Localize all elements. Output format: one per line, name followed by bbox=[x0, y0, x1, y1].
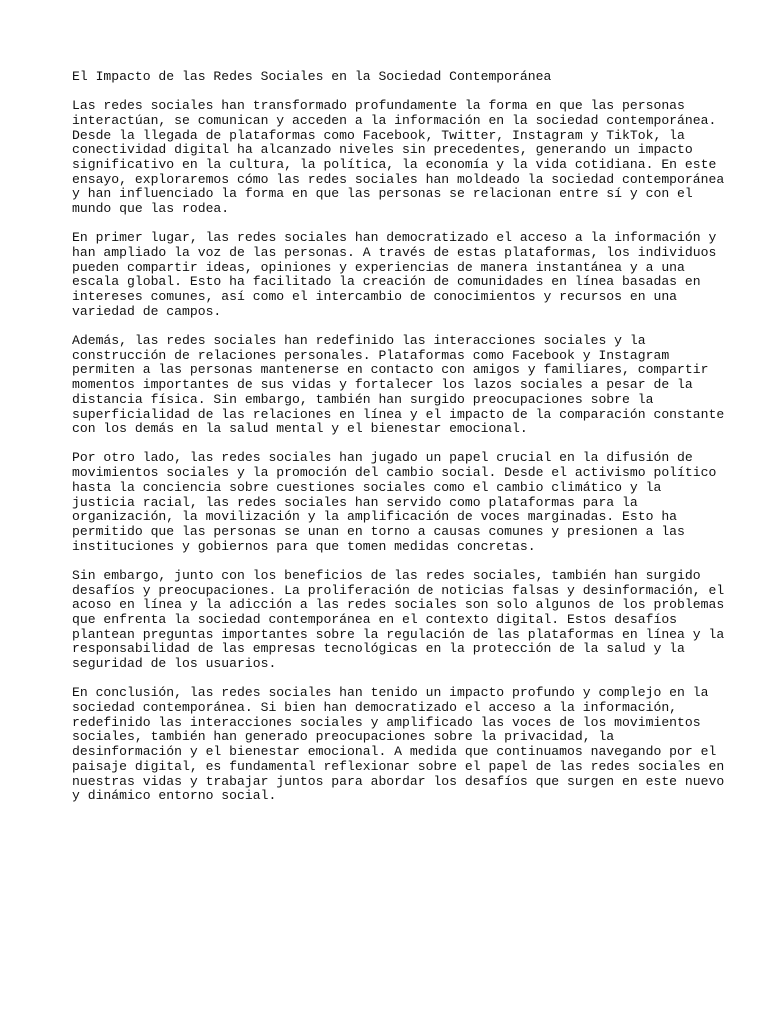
paragraph-line: seguridad de los usuarios. bbox=[72, 656, 277, 672]
paragraph-line: conectividad digital ha alcanzado niveles sin precedentes, generando un impacto bbox=[72, 142, 693, 158]
paragraph-6 bbox=[72, 685, 725, 804]
paragraph-line: justicia racial, las redes sociales han servido como plataformas para la bbox=[72, 494, 638, 510]
paragraph-line: mundo que las rodea. bbox=[72, 201, 230, 217]
paragraph-line: escala global. Esto ha facilitado la creación de comunidades en línea basadas en bbox=[72, 274, 701, 290]
paragraph-line: sociales, también han generado preocupaciones sobre la privacidad, la bbox=[72, 729, 615, 745]
document-page bbox=[72, 69, 725, 818]
paragraph-line: ensayo, exploraremos cómo las redes sociales han moldeado la sociedad contemporánea bbox=[72, 171, 725, 187]
paragraph-line: momentos importantes de sus vidas y fortalecer los lazos sociales a pesar de la bbox=[72, 377, 693, 393]
paragraph-line: permiten a las personas mantenerse en contacto con amigos y familiares, compartir bbox=[72, 362, 709, 378]
paragraph-line: movimientos sociales y la promoción del cambio social. Desde el activismo político bbox=[72, 465, 717, 481]
paragraph-line: Las redes sociales han transformado profundamente la forma en que las personas bbox=[72, 98, 685, 114]
paragraph-line: hasta la conciencia sobre cuestiones sociales como el cambio climático y la bbox=[72, 479, 662, 495]
paragraph-line: y dinámico entorno social. bbox=[72, 788, 277, 804]
paragraph-line: superficialidad de las relaciones en línea y el impacto de la comparación constante bbox=[72, 406, 725, 422]
paragraph-line: En primer lugar, las redes sociales han democratizado el acceso a la información y bbox=[72, 230, 717, 246]
paragraph-1 bbox=[72, 98, 725, 217]
paragraph-line: paisaje digital, es fundamental reflexionar sobre el papel de las redes sociales en bbox=[72, 758, 725, 774]
paragraph-line: interactúan, se comunican y acceden a la información en la sociedad contemporánea. bbox=[72, 112, 717, 128]
paragraph-line: y han influenciado la forma en que las personas se relacionan entre sí y con el bbox=[72, 186, 693, 202]
paragraph-line: responsabilidad de las empresas tecnológicas en la protección de la salud y la bbox=[72, 641, 685, 657]
paragraph-line: acoso en línea y la adicción a las redes sociales son solo algunos de los problemas bbox=[72, 597, 725, 613]
paragraph-line: Además, las redes sociales han redefinido las interacciones sociales y la bbox=[72, 333, 646, 349]
paragraph-line: variedad de campos. bbox=[72, 303, 222, 319]
paragraph-line: organización, la movilización y la amplificación de voces marginadas. Esto ha bbox=[72, 509, 678, 525]
paragraph-line: pueden compartir ideas, opiniones y experiencias de manera instantánea y a una bbox=[72, 259, 685, 275]
paragraph-line: permitido que las personas se unan en torno a causas comunes y presionen a las bbox=[72, 523, 685, 539]
paragraph-line: Por otro lado, las redes sociales han jugado un papel crucial en la difusión de bbox=[72, 450, 693, 466]
paragraph-line: distancia física. Sin embargo, también han surgido preocupaciones sobre la bbox=[72, 391, 654, 407]
paragraph-line: redefinido las interacciones sociales y amplificado las voces de los movimientos bbox=[72, 714, 701, 730]
paragraph-5 bbox=[72, 567, 725, 672]
paragraph-line: significativo en la cultura, la política, la economía y la vida cotidiana. En este bbox=[72, 157, 717, 173]
paragraph-line: con los demás en la salud mental y el bienestar emocional. bbox=[72, 421, 528, 437]
paragraph-line: En conclusión, las redes sociales han tenido un impacto profundo y complejo en la bbox=[72, 685, 709, 701]
paragraph-line: desinformación y el bienestar emocional. A medida que continuamos navegando por el bbox=[72, 744, 717, 760]
paragraph-line: sociedad contemporánea. Si bien han democratizado el acceso a la información, bbox=[72, 700, 678, 716]
paragraph-line: intereses comunes, así como el intercambio de conocimientos y recursos en una bbox=[72, 289, 678, 305]
paragraph-line: han ampliado la voz de las personas. A través de estas plataformas, los individuos bbox=[72, 245, 717, 261]
paragraph-3 bbox=[72, 333, 725, 437]
paragraph-4 bbox=[72, 450, 717, 554]
paragraph-line: instituciones y gobiernos para que tomen medidas concretas. bbox=[72, 538, 536, 554]
paragraph-2 bbox=[72, 230, 717, 319]
document-title: El Impacto de las Redes Sociales en la Sociedad Contemporánea bbox=[72, 69, 552, 84]
paragraph-line: que enfrenta la sociedad contemporánea en el contexto digital. Estos desafíos bbox=[72, 612, 678, 627]
paragraph-line: nuestras vidas y trabajar juntos para abordar los desafíos que surgen en este nuevo bbox=[72, 773, 725, 789]
paragraph-line: Desde la llegada de plataformas como Facebook, Twitter, Instagram y TikTok, la bbox=[72, 127, 685, 143]
paragraph-line: Sin embargo, junto con los beneficios de las redes sociales, también han surgido bbox=[72, 567, 701, 583]
paragraph-line: plantean preguntas importantes sobre la regulación de las plataformas en línea y la bbox=[72, 626, 725, 642]
paragraph-line: construcción de relaciones personales. Plataformas como Facebook y Instagram bbox=[72, 347, 670, 363]
paragraph-line: desafíos y preocupaciones. La proliferación de noticias falsas y desinformación, el bbox=[72, 582, 725, 598]
